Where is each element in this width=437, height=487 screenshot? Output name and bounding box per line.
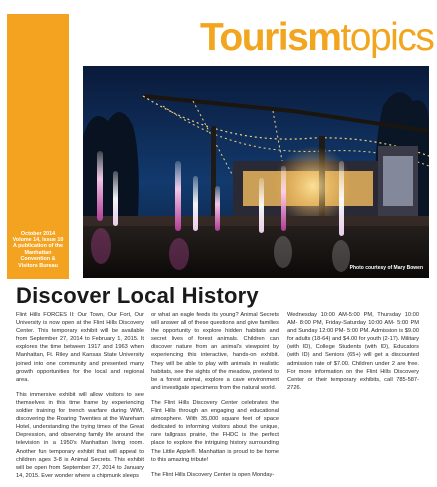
reflection-3 (274, 236, 292, 268)
tree-left (83, 112, 139, 216)
article-column-1 (16, 311, 144, 487)
publisher-line-1: A publication of the (12, 243, 64, 250)
fountain-night-scene (83, 66, 429, 278)
article-column-2 (151, 311, 279, 486)
masthead-word-tourism: Tourism (200, 16, 341, 59)
fountain-jet-8 (339, 161, 344, 236)
fountain-jet-2 (113, 171, 118, 226)
reflection-4 (332, 240, 350, 272)
issue-info (7, 231, 69, 269)
article-paragraph: Flint Hills FORCES II: Our Town, Our Fort, Our University is now open at the Flint Hills Discovery Center. This temporary exhibit will be available from September 27, 2014 to February 1, 2015. It explores the time between 1917 and 1963 when Manhattan, Ft. Riley and Kansas State University joined into one community and presented many growth opportunities for the local and regional area. (16, 312, 144, 383)
issue-volume: Volume 14, Issue 10 (12, 236, 64, 243)
article-paragraph: Wednesday 10:00 AM-5:00 PM, Thursday 10:00 AM- 8:00 PM, Friday-Saturday 10:00 AM- 5:00 PM and Sunday 12:00 PM- 5:00 PM. Admission is $9.00 for adults (18-64) and $4.00 for youth (2-17). Military (with ID), College Students (with ID), Educators (with ID) and Seniors (65+) will get a discounted admission rate of $7.00. Children under 2 are free. For more information on the Flint Hills Discovery Center or their temporary exhibits, call 785-587-2726. (287, 312, 419, 391)
article-paragraph: This immersive exhibit will allow visitors to see themselves in this time frame by experiencing soldier training for trench warfare during WWI, discovering the Roaring Twenties at the Wareham Hotel, understanding the trying times of the Great Depression, and observing family life around the television in a 1950's Manhattan living room. Another fun temporary exhibit that will appeal to children ages 3-8 is Animal Secrets. This exhibit will be open from September 27, 2014 to January 14, 2015. Ever wonder where a chipmunk sleeps (16, 391, 144, 479)
reflection-1 (91, 228, 111, 264)
publisher-line-4: Visitors Bureau (18, 262, 58, 269)
masthead-title (200, 16, 434, 59)
tower-glass (383, 156, 413, 206)
article-paragraph: The Flint Hills Discovery Center is open Monday- (151, 471, 275, 478)
cover-photo (83, 66, 429, 278)
article-paragraph: or what an eagle feeds its young? Animal Secrets will answer all of these questions and give families the opportunity to explore hidden habitats and secret lives of forest animals. Children can discover nature from an animal's viewpoint by experiencing this interactive, hands-on exhibit. They will be able to play with animals in realistic habitats, see the sights of the meadow, pretend to be a forest animal, explore a cave environment and investigate specimens from the natural world. (151, 312, 279, 391)
fountain-jet-7 (281, 166, 286, 231)
publisher-line-2: Manhattan (24, 249, 52, 256)
article-paragraph: The Flint Hills Discovery Center celebrates the Flint Hills through an engaging and educational atmosphere. With 35,000 square feet of space dedicated to informing visitors about the unique, rare tallgrass prairie, the FHDC is the perfect place to explore the intriguing history surrounding The Little Apple®. Manhattan is proud to be home to this amazing tribute! (151, 399, 279, 463)
masthead-word-topics: topics (340, 16, 434, 59)
fountain-jet-6 (259, 178, 264, 233)
fountain-jet-3 (175, 161, 181, 231)
issue-date: October 2014 (20, 230, 56, 237)
fountain-jet-5 (215, 186, 220, 231)
photo-credit: Photo courtesy of Mary Bowen (349, 265, 423, 271)
reflection-2 (169, 238, 189, 270)
publisher-line-3: Convention & (20, 256, 56, 263)
fountain-jet-4 (193, 176, 198, 231)
fountain-jet-1 (97, 151, 103, 221)
article-headline: Discover Local History (16, 283, 259, 308)
issue-sidebar (7, 14, 69, 279)
article-column-3 (287, 311, 419, 399)
plaza-edge (83, 216, 429, 226)
